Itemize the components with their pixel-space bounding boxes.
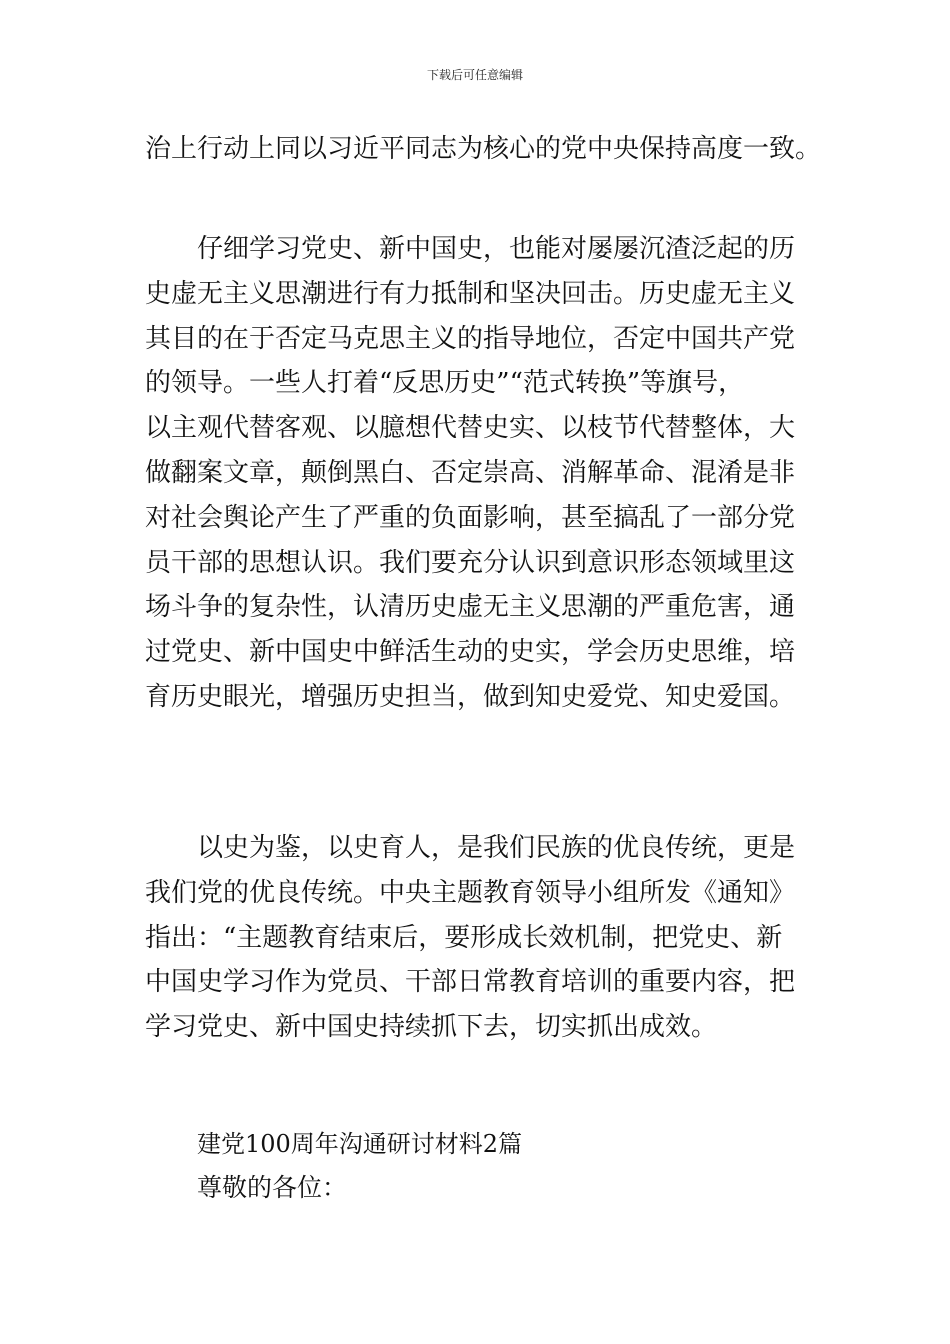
text-line: 员干部的思想认识。我们要充分认识到意识形态领域里这	[145, 547, 796, 578]
greeting: 尊敬的各位：	[197, 1173, 348, 1202]
text-line: 我们党的优良传统。中央主题教育领导小组所发《通知》	[145, 877, 796, 908]
text-line: 场斗争的复杂性，认清历史虚无主义思潮的严重危害，通	[145, 592, 796, 623]
paragraph-history-nihilism	[145, 227, 815, 720]
text-line: 的领导。一些人打着“反思历史”“范式转换”等旗号，	[145, 368, 745, 399]
text-line: 做翻案文章，颠倒黑白、否定崇高、消解革命、混淆是非	[145, 457, 796, 488]
text-line: 育历史眼光，增强历史担当，做到知史爱党、知史爱国。	[145, 681, 796, 712]
text-line: 中国史学习作为党员、干部日常教育培训的重要内容，把	[145, 967, 796, 998]
text-line: 指出：“主题教育结束后，要形成长效机制，把党史、新	[145, 922, 783, 953]
text-line: 治上行动上同以习近平同志为核心的党中央保持高度一致。	[145, 134, 822, 164]
text-line: 史虚无主义思潮进行有力抵制和坚决回击。历史虚无主义	[145, 278, 796, 309]
text-line: 以主观代替客观、以臆想代替史实、以枝节代替整体，大	[145, 413, 796, 444]
text-line: 学习党史、新中国史持续抓下去，切实抓出成效。	[145, 1012, 718, 1043]
text-line: 仔细学习党史、新中国史，也能对屡屡沉渣泛起的历	[145, 234, 796, 264]
page-header-note: 下载后可任意编辑	[426, 68, 523, 82]
text-line: 对社会舆论产生了严重的负面影响，甚至搞乱了一部分党	[145, 502, 796, 533]
paragraph-continuation	[145, 127, 822, 172]
text-line: 过党史、新中国史中鲜活生动的史实，学会历史思维，培	[145, 637, 796, 668]
paragraph-tradition	[145, 826, 815, 1050]
section-title: 建党100周年沟通研讨材料2篇	[197, 1130, 523, 1158]
text-line: 其目的在于否定马克思主义的指导地位，否定中国共产党	[145, 323, 796, 354]
text-line: 以史为鉴，以史育人，是我们民族的优良传统，更是	[145, 833, 796, 863]
